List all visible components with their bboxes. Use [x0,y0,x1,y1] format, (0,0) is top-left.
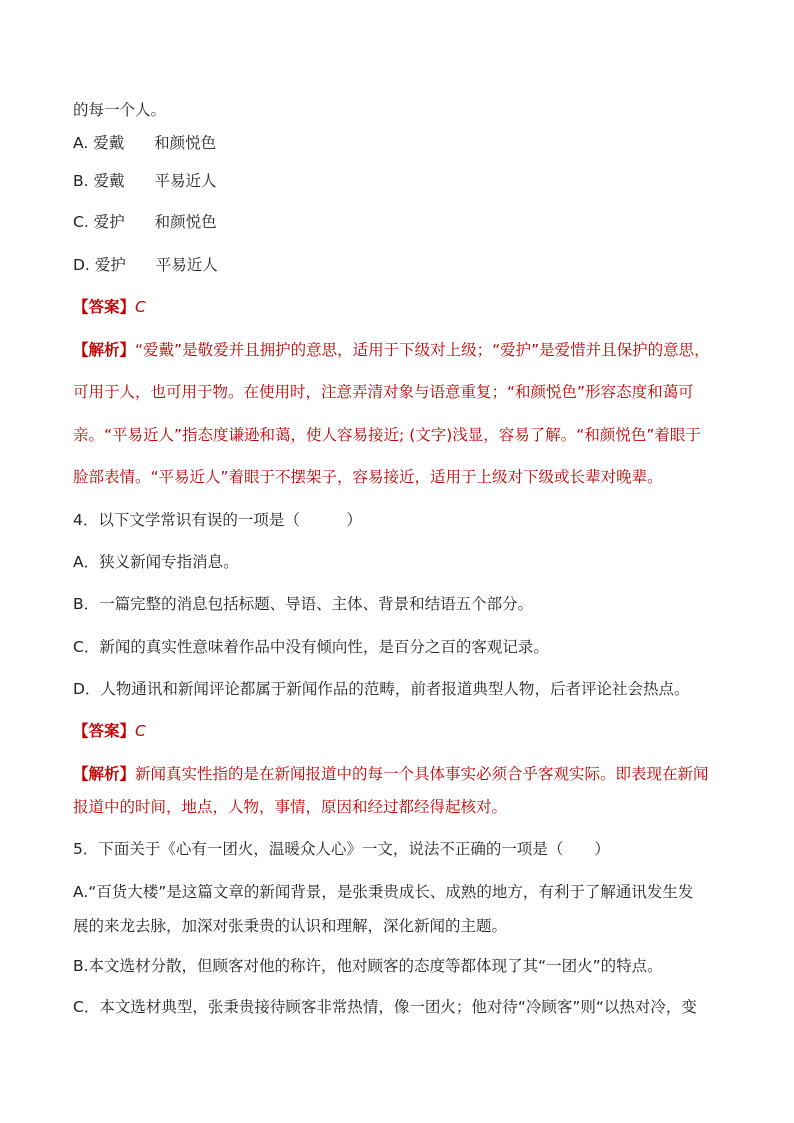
q5-option-line: C．本文选材典型，张秉贵接待顾客非常热情，像一团火；他对待“冷顾客”则“以热对冷，变 [73,998,697,1016]
q3-option-a: A. 爱戴 和颜悦色 [73,134,217,152]
intro-tail: 的每一个人。 [73,101,167,119]
q3-option-b: B. 爱戴 平易近人 [73,172,217,190]
q4-option-d: D．人物通讯和新闻评论都属于新闻作品的范畴，前者报道典型人物，后者评论社会热点。 [73,680,690,698]
q5-option-line: B.本文选材分散，但顾客对他的称许，他对顾客的态度等都体现了其“一团火”的特点。 [73,957,663,975]
q3-analysis-line: 亲。“平易近人”指态度谦逊和蔼，使人容易接近; (文字)浅显，容易了解。“和颜悦色”着眼于 [73,426,701,444]
q4-analysis-line: 报道中的时间，地点，人物，事情，原因和经过都经得起核对。 [73,798,508,816]
q3-option-c: C. 爱护 和颜悦色 [73,213,217,231]
q5-option-line: A.“百货大楼”是这篇文章的新闻背景，是张秉贵成长、成熟的地方，有利于了解通讯发生发 [73,883,694,901]
q3-analysis-line: 脸部表情。“平易近人”着眼于不摆架子，容易接近，适用于上级对下级或长辈对晚辈。 [73,468,663,486]
q4-answer: 【答案】C [73,722,146,740]
q5-option-line: 展的来龙去脉，加深对张秉贵的认识和理解，深化新闻的主题。 [73,917,508,935]
q4-option-b: B．一篇完整的消息包括标题、导语、主体、背景和结语五个部分。 [73,595,534,613]
q4-stem: 4．以下文学常识有误的一项是（ ） [73,511,362,529]
q4-analysis-line: 【解析】新闻真实性指的是在新闻报道中的每一个具体事实必须合乎客观实际。即表现在新闻 [73,765,709,783]
q4-option-a: A．狭义新闻专指消息。 [73,553,239,571]
q3-answer: 【答案】C [73,298,146,316]
q4-option-c: C．新闻的真实性意味着作品中没有倾向性，是百分之百的客观记录。 [73,638,549,656]
q3-option-d: D. 爱护 平易近人 [73,256,218,274]
q5-stem: 5．下面关于《心有一团火，温暖众人心》一文，说法不正确的一项是（ ） [73,840,610,858]
q3-analysis-line: 可用于人，也可用于物。在使用时，注意弄清对象与语意重复；“和颜悦色”形容态度和蔼可 [73,383,694,401]
q3-analysis-line: 【解析】“爱戴”是敬爱并且拥护的意思，适用于下级对上级；“爱护”是爱惜并且保护的意思， [73,341,710,359]
